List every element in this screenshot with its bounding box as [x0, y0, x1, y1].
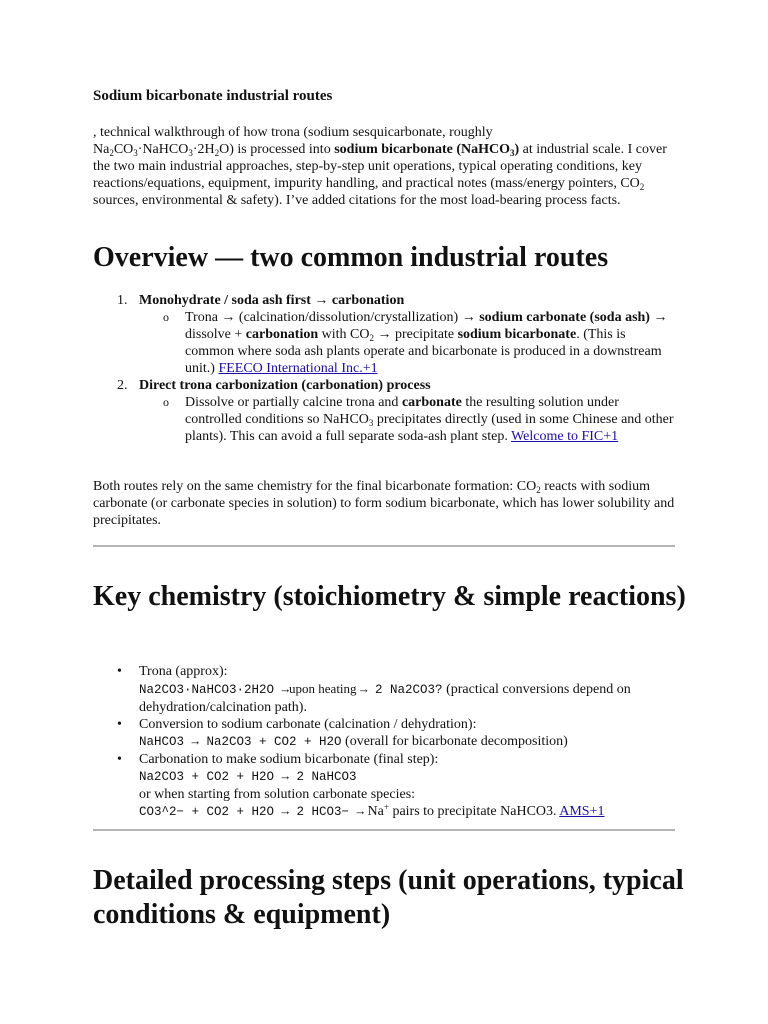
key-chemistry-heading: Key chemistry (stoichiometry & simple reactions) — [93, 581, 686, 612]
route-1-detail: o Trona → (calcination/dissolution/crystallization) → sodium carbonate (soda ash) → dissolve + carbonation with $CO_2$ → precipitate sodium bicarbonate. (This is common where soda ash plants operate and bicarbonate is produced in a downstream unit.) FEECO International Inc.+1 — [163, 310, 668, 376]
chemistry-list — [93, 663, 693, 821]
route-item-2: 2. Direct trona carbonization (carbonation) process — [117, 378, 431, 393]
detailed-steps-heading: Detailed processing steps (unit operations, typical conditions & equipment) — [93, 865, 684, 930]
divider-1 — [93, 545, 675, 547]
intro-paragraph: , technical walkthrough of how trona (sodium sesquicarbonate, roughly $Na_2CO_3\cdot NaHCO_3\cdot 2H_2O$) is processed into sodium bicarbonate (NaHCO$_3$) at industrial scale. I cover the two main industrial approaches, step-by-step unit operations, typical operating conditions, key reactions/equations, equipment, impurity handling, and practical notes (mass/energy pointers, $CO_2$ sources, environmental & safety). I’ve added citations for the most load-bearing process facts. — [93, 125, 667, 208]
chem-item-trona: • Trona (approx): Na2CO3·NaHCO3·2H2O →upon heating → 2 Na2CO3? (practical conversions depend on dehydration/calcination path). — [117, 664, 631, 715]
route-item-1: 1. Monohydrate / soda ash first → carbonation — [117, 293, 405, 308]
divider-2 — [93, 829, 675, 831]
both-routes-paragraph: Both routes rely on the same chemistry for the final bicarbonate formation: $CO_2$ reacts with sodium carbonate (or carbonate species in solution) to form sodium bicarbonate, which has lower solubility and precipitates. — [93, 479, 675, 528]
ams-link[interactable]: AMS+1 — [559, 804, 605, 819]
document-title: Sodium bicarbonate industrial routes — [93, 88, 333, 104]
route-2-detail: o Dissolve or partially calcine trona and carbonate the resulting solution under controlled conditions so NaHCO$_3$ precipitates directly (used in some Chinese and other plants). This can avoid a full separate soda-ash plant step. Welcome to FIC+1 — [163, 395, 674, 444]
chem-item-conversion: • Conversion to sodium carbonate (calcination / dehydration): NaHCO3 → Na2CO3 + CO2 + H2O (overall for bicarbonate decomposition) — [117, 717, 568, 749]
feeco-link[interactable]: FEECO International Inc.+1 — [218, 361, 378, 376]
overview-heading: Overview — two common industrial routes — [93, 242, 609, 273]
fic-link[interactable]: Welcome to FIC+1 — [511, 429, 619, 444]
chem-item-carbonation: • Carbonation to make sodium bicarbonate (final step): Na2CO3 + CO2 + H2O → 2 NaHCO3 or when starting from solution carbonate species: CO3^2− + CO2 + H2O → 2 HCO3− → Na+ pairs to precipitate NaHCO3. AMS+1 — [117, 752, 605, 819]
routes-list — [93, 292, 678, 445]
